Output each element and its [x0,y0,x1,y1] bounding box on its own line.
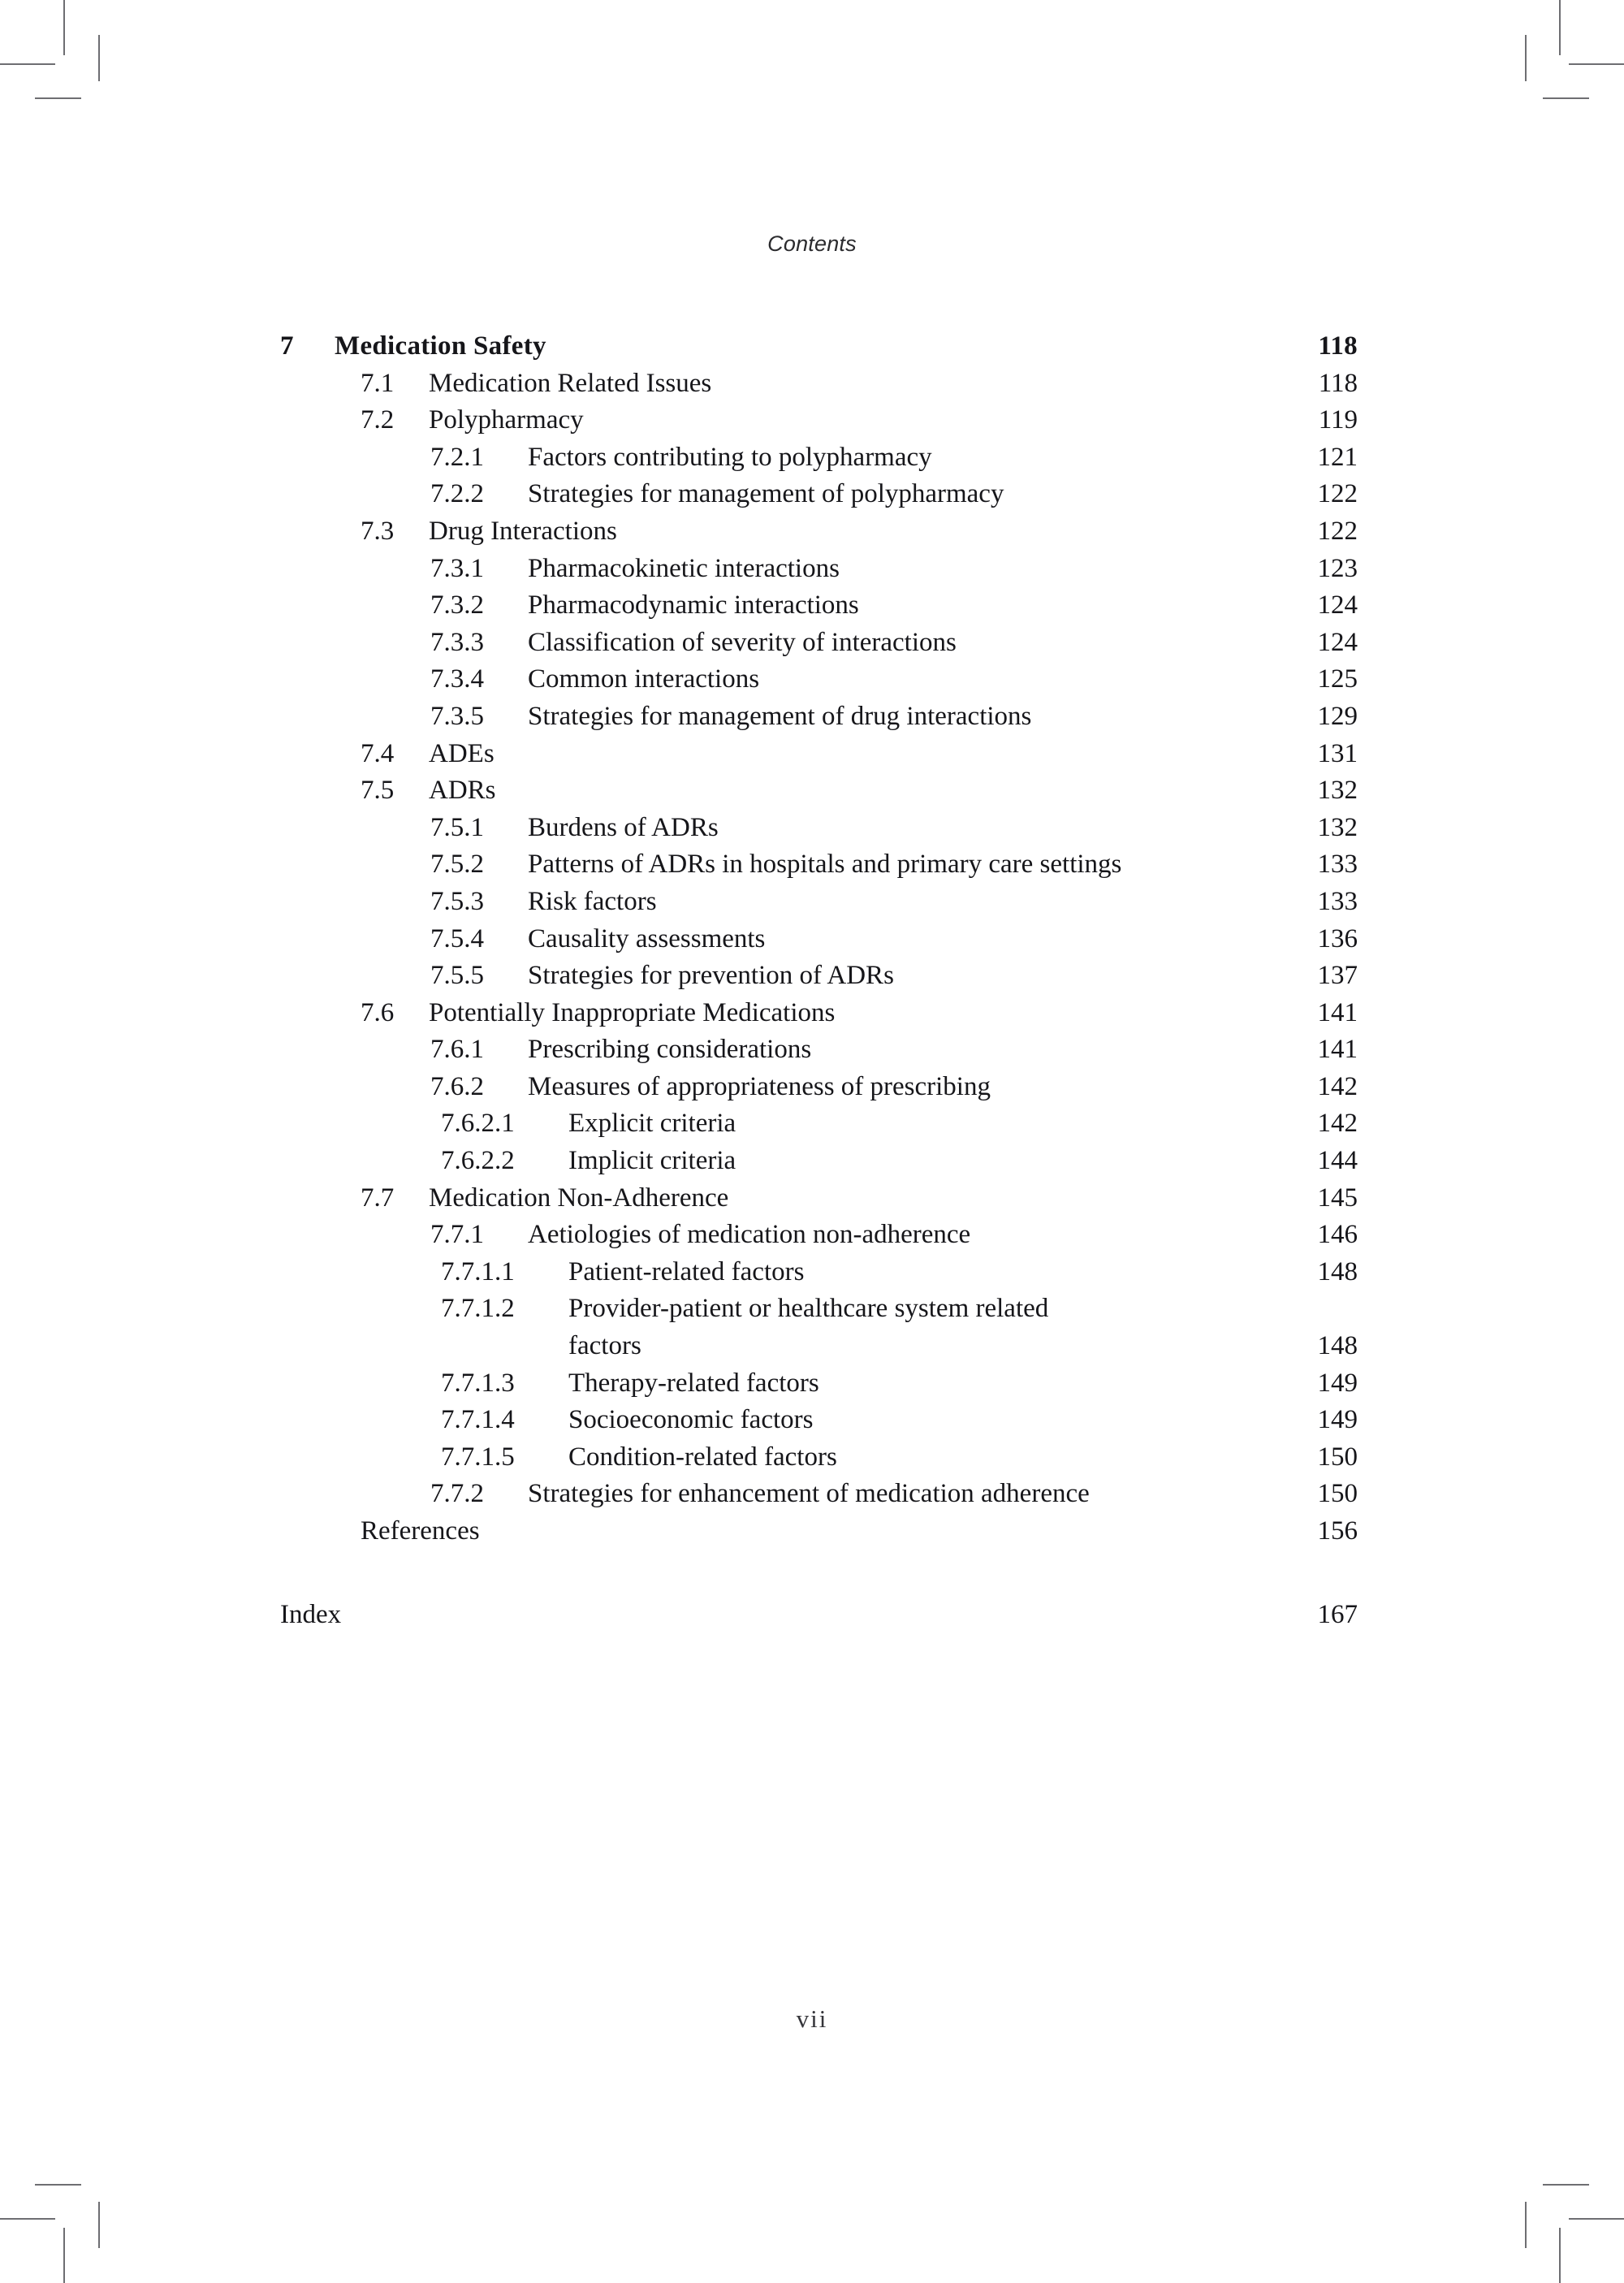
toc-entry-number: 7.5.2 [430,850,484,880]
toc-entry-page-number: 118 [1318,368,1358,398]
toc-entry-number: 7.1 [361,368,395,398]
toc-entry[interactable] [0,995,1624,1032]
toc-entry-page-number: 118 [1318,331,1358,361]
toc-entry-title: Factors contributing to polypharmacy [528,442,932,472]
toc-entry-title: Strategies for prevention of ADRs [528,961,894,991]
toc-entry-number: 7.2.2 [430,479,484,509]
trim-mark-top-left-horizontal [35,97,81,99]
toc-entry-number: 7.7.1.1 [441,1256,515,1286]
toc-entry-number: 7.2 [361,405,395,435]
toc-entry-number: 7.6.1 [430,1035,484,1065]
toc-entry-title: ADRs [429,776,496,806]
toc-entry-number: 7.3.4 [430,664,484,694]
toc-entry[interactable] [0,1143,1624,1180]
toc-entry-page-number: 132 [1317,776,1358,806]
toc-back-matter-entry[interactable] [0,1597,1624,1634]
toc-entry[interactable] [0,439,1624,477]
toc-entry[interactable] [0,1513,1624,1550]
toc-entry[interactable] [0,1217,1624,1254]
toc-entry[interactable] [0,846,1624,884]
table-of-contents [0,328,1624,1633]
toc-entry-title: Burdens of ADRs [528,812,719,842]
toc-entry-page-number: 150 [1317,1442,1358,1472]
toc-entry-title: Drug Interactions [429,516,617,546]
toc-entry-page-number: 122 [1317,479,1358,509]
toc-entry[interactable] [0,513,1624,551]
toc-entry[interactable] [0,810,1624,847]
toc-entry-title: Provider-patient or healthcare system related [568,1294,1049,1324]
toc-entry[interactable] [0,736,1624,773]
toc-entry[interactable] [0,328,1624,365]
toc-entry-page-number: 137 [1317,961,1358,991]
toc-entry-title: Medication Related Issues [429,368,712,398]
toc-entry-number: 7.3.3 [430,627,484,657]
toc-entry-number: 7.7.1.5 [441,1442,515,1472]
toc-entry-page-number: 146 [1317,1220,1358,1250]
toc-entry-title: Therapy-related factors [568,1368,819,1398]
toc-entry[interactable] [0,625,1624,662]
toc-entry-page-number: 149 [1317,1368,1358,1398]
trim-mark-bottom-right-horizontal [1543,2184,1589,2186]
trim-mark-top-right-horizontal [1543,97,1589,99]
toc-entry[interactable] [0,1180,1624,1217]
trim-mark-top-left-vertical [98,35,100,81]
toc-entry-title: References [361,1516,480,1546]
toc-entry[interactable] [0,1476,1624,1513]
toc-entry-title: Aetiologies of medication non-adherence [528,1220,971,1250]
toc-entry-title: Causality assessments [528,923,766,953]
toc-entry-page-number: 142 [1317,1071,1358,1101]
toc-entry-page-number: 141 [1317,997,1358,1027]
toc-entry-page-number: 119 [1318,405,1358,435]
crop-mark-bottom-left-vertical [63,2228,65,2283]
toc-entry-title: Explicit criteria [568,1109,736,1139]
toc-entry-page-number: 141 [1317,1035,1358,1065]
toc-entry-title: Strategies for management of drug interactions [528,701,1032,731]
toc-entry-page-number: 129 [1317,701,1358,731]
toc-entry-page-number: 123 [1317,553,1358,583]
trim-mark-bottom-left-vertical [98,2202,100,2248]
toc-entry[interactable] [0,1069,1624,1106]
toc-entry-page-number: 148 [1317,1256,1358,1286]
crop-mark-bottom-right-horizontal [1569,2218,1624,2220]
toc-entry-number: 7.5.3 [430,886,484,916]
toc-entry-page-number: 125 [1317,664,1358,694]
crop-mark-top-right-vertical [1559,0,1561,55]
toc-entry-number: 7.5.1 [430,812,484,842]
toc-entry[interactable] [0,772,1624,810]
toc-entry-title: Socioeconomic factors [568,1405,814,1435]
toc-entry-number: 7.3.2 [430,590,484,620]
toc-entry-title: factors [568,1331,641,1361]
toc-entry-title: Condition-related factors [568,1442,837,1472]
running-head: Contents [767,231,857,256]
toc-entry-title: Patterns of ADRs in hospitals and primary care settings [528,850,1122,880]
toc-entry-number: 7.3.1 [430,553,484,583]
toc-entry[interactable] [0,365,1624,403]
toc-entry-title: Index [280,1599,342,1629]
trim-mark-top-right-vertical [1525,35,1527,81]
toc-entry-number: 7.5.5 [430,961,484,991]
toc-entry[interactable] [0,1031,1624,1069]
trim-mark-bottom-right-vertical [1525,2202,1527,2248]
toc-entry-title: Prescribing considerations [528,1035,812,1065]
toc-entry-page-number: 145 [1317,1183,1358,1213]
toc-entry-page-number: 124 [1317,590,1358,620]
crop-mark-bottom-left-horizontal [0,2218,55,2220]
page-folio: vii [796,2004,828,2033]
toc-entry-title: Strategies for enhancement of medication adherence [528,1479,1090,1509]
toc-entry[interactable] [0,1254,1624,1291]
toc-entry[interactable] [0,921,1624,958]
toc-entry-number: 7.4 [361,738,395,768]
toc-entry-title: Medication Non-Adherence [429,1183,729,1213]
toc-entry[interactable] [0,1291,1624,1328]
toc-entry-page-number: 142 [1317,1109,1358,1139]
toc-entry-number: 7.6.2.2 [441,1146,515,1176]
toc-entry-number: 7.7.2 [430,1479,484,1509]
toc-entry[interactable] [0,661,1624,698]
toc-entry[interactable] [0,1365,1624,1403]
toc-entry-title: Medication Safety [335,331,546,361]
toc-entry-title: Measures of appropriateness of prescribing [528,1071,991,1101]
toc-entry-page-number: 150 [1317,1479,1358,1509]
toc-entry-title: Potentially Inappropriate Medications [429,997,836,1027]
toc-entry-number: 7.7.1.3 [441,1368,515,1398]
toc-entry[interactable] [0,402,1624,439]
toc-entry[interactable] [0,1328,1624,1365]
toc-entry-number: 7.7.1 [430,1220,484,1250]
toc-entry-title: Polypharmacy [429,405,584,435]
toc-entry-title: Patient-related factors [568,1256,805,1286]
crop-mark-bottom-right-vertical [1559,2228,1561,2283]
crop-mark-top-left-horizontal [0,63,55,65]
toc-entry[interactable] [0,958,1624,995]
toc-entry-title: ADEs [429,738,495,768]
toc-entry-number: 7.5.4 [430,923,484,953]
toc-entry[interactable] [0,1105,1624,1143]
toc-entry[interactable] [0,1402,1624,1439]
toc-entry-title: Common interactions [528,664,760,694]
toc-entry-page-number: 132 [1317,812,1358,842]
toc-entry-page-number: 136 [1317,923,1358,953]
toc-entry-page-number: 121 [1317,442,1358,472]
toc-entry-page-number: 167 [1317,1599,1358,1629]
toc-entry-number: 7 [280,331,294,361]
crop-mark-top-right-horizontal [1569,63,1624,65]
toc-entry-number: 7.7.1.4 [441,1405,515,1435]
toc-entry-number: 7.3 [361,516,395,546]
toc-entry-title: Implicit criteria [568,1146,736,1176]
toc-entry-number: 7.2.1 [430,442,484,472]
back-matter-spacer [0,1550,1624,1597]
toc-entry-number: 7.7 [361,1183,395,1213]
toc-entry-number: 7.6.2.1 [441,1109,515,1139]
toc-entry-number: 7.6 [361,997,395,1027]
toc-entry[interactable] [0,1439,1624,1477]
toc-entry-number: 7.3.5 [430,701,484,731]
toc-entry-page-number: 131 [1317,738,1358,768]
toc-entry-page-number: 149 [1317,1405,1358,1435]
toc-entry-title: Strategies for management of polypharmacy [528,479,1004,509]
toc-entry-page-number: 122 [1317,516,1358,546]
toc-entry-page-number: 148 [1317,1331,1358,1361]
toc-entry[interactable] [0,884,1624,921]
toc-entry-title: Risk factors [528,886,657,916]
toc-entry[interactable] [0,698,1624,736]
toc-entry-page-number: 156 [1317,1516,1358,1546]
toc-entry-number: 7.6.2 [430,1071,484,1101]
toc-entry-title: Pharmacokinetic interactions [528,553,840,583]
toc-entry-number: 7.7.1.2 [441,1294,515,1324]
toc-entry-title: Pharmacodynamic interactions [528,590,859,620]
toc-entry-title: Classification of severity of interactions [528,627,957,657]
trim-mark-bottom-left-horizontal [35,2184,81,2186]
toc-entry[interactable] [0,551,1624,588]
toc-entry-page-number: 133 [1317,886,1358,916]
toc-entry-number: 7.5 [361,776,395,806]
toc-entry[interactable] [0,476,1624,513]
toc-entry-page-number: 144 [1317,1146,1358,1176]
toc-entry-page-number: 133 [1317,850,1358,880]
toc-entry[interactable] [0,587,1624,625]
toc-entry-page-number: 124 [1317,627,1358,657]
crop-mark-top-left-vertical [63,0,65,55]
